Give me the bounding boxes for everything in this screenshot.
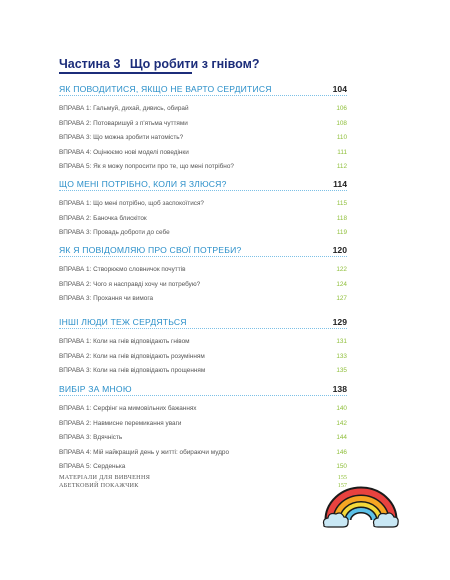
item-label: ВПРАВА 1: Гальмуй, дихай, дивись, обирай xyxy=(59,105,189,112)
item-label: ВПРАВА 3: Що можна зробити натомість? xyxy=(59,134,184,142)
toc-section xyxy=(59,317,347,380)
part-title: Що робити з гнівом? xyxy=(129,57,260,71)
item-label: ВПРАВА 3: Прохання чи вимога xyxy=(59,295,154,303)
item-page: 119 xyxy=(336,229,347,237)
section-page: 129 xyxy=(332,317,347,327)
item-label: ВПРАВА 3: Вдячність xyxy=(59,434,123,442)
section-title: ВИБІР ЗА МНОЮ xyxy=(59,384,132,394)
item-label: ВПРАВА 1: Коли на гнів відповідають гнівом xyxy=(59,338,190,345)
section-heading[interactable] xyxy=(59,245,347,261)
part-heading xyxy=(59,57,260,71)
item-page: 150 xyxy=(336,463,347,471)
toc-item[interactable] xyxy=(59,418,347,433)
item-label: ВПРАВА 4: Мій найкращий день у житті: обираючи мудро xyxy=(59,448,230,456)
item-label: ВПРАВА 1: Серфінг на мимовільних бажаннях xyxy=(59,405,197,412)
item-page: 157 xyxy=(337,482,347,489)
part-number: Частина 3 xyxy=(59,57,121,71)
item-label: МАТЕРІАЛИ ДЛЯ ВИВЧЕННЯ xyxy=(59,474,151,481)
item-label: ВПРАВА 3: Коли на гнів відповідають прощенням xyxy=(59,367,206,375)
section-divider xyxy=(59,395,347,396)
toc-item[interactable] xyxy=(59,279,347,294)
section-title: ЩО МЕНІ ПОТРІБНО, КОЛИ Я ЗЛЮСЯ? xyxy=(59,179,227,189)
item-page: 133 xyxy=(336,352,347,360)
toc-item[interactable] xyxy=(59,474,347,482)
section-divider xyxy=(59,95,347,96)
item-page: 155 xyxy=(337,474,347,481)
item-page: 142 xyxy=(336,419,347,427)
toc-section xyxy=(59,245,347,308)
item-page: 115 xyxy=(336,200,347,207)
rainbow-with-clouds-icon xyxy=(322,484,400,530)
toc-item[interactable] xyxy=(59,447,347,462)
toc-item[interactable] xyxy=(59,103,347,118)
toc-item[interactable] xyxy=(59,198,347,213)
section-heading[interactable] xyxy=(59,84,347,100)
back-matter xyxy=(59,474,347,490)
item-page: 140 xyxy=(336,405,347,412)
toc-item[interactable] xyxy=(59,147,347,162)
section-divider xyxy=(59,256,347,257)
toc-item[interactable] xyxy=(59,403,347,418)
section-heading[interactable] xyxy=(59,384,347,400)
item-label: ВПРАВА 4: Оцінюємо нові моделі поведінки xyxy=(59,148,189,156)
section-title: ЯК Я ПОВІДОМЛЯЮ ПРО СВОЇ ПОТРЕБИ? xyxy=(59,245,242,255)
item-page: 108 xyxy=(336,119,347,127)
toc-item[interactable] xyxy=(59,432,347,447)
item-label: ВПРАВА 3: Провадь доброти до себе xyxy=(59,229,170,237)
toc-item[interactable] xyxy=(59,482,347,490)
item-label: ВПРАВА 2: Потоваришуй з п'ятьма чуттями xyxy=(59,119,188,127)
item-label: ВПРАВА 2: Чого я насправді хочу чи потребую? xyxy=(59,280,201,288)
item-label: ВПРАВА 2: Баночка блискіток xyxy=(59,214,147,222)
section-title: ІНШІ ЛЮДИ ТЕЖ СЕРДЯТЬСЯ xyxy=(59,317,187,327)
item-page: 146 xyxy=(336,448,347,456)
item-page: 127 xyxy=(336,295,347,303)
item-page: 110 xyxy=(336,134,347,142)
item-page: 112 xyxy=(336,163,347,171)
item-page: 124 xyxy=(336,280,347,288)
item-page: 118 xyxy=(336,214,347,222)
item-page: 131 xyxy=(336,338,347,345)
item-label: ВПРАВА 2: Коли на гнів відповідають розумінням xyxy=(59,352,205,360)
item-label: ВПРАВА 1: Що мені потрібно, щоб заспокоїтися? xyxy=(59,200,204,207)
toc-item[interactable] xyxy=(59,132,347,147)
item-page: 144 xyxy=(336,434,347,442)
toc-item[interactable] xyxy=(59,213,347,228)
toc-section xyxy=(59,384,347,476)
part-underline xyxy=(59,72,192,74)
section-page: 114 xyxy=(333,179,347,189)
item-label: ВПРАВА 1: Створюємо словничок почуттів xyxy=(59,266,186,273)
toc-item[interactable] xyxy=(59,365,347,380)
item-page: 111 xyxy=(337,148,347,156)
item-label: АБЕТКОВИЙ ПОКАЖЧИК xyxy=(59,482,139,489)
toc-section xyxy=(59,84,347,176)
section-page: 120 xyxy=(332,245,347,255)
toc-section xyxy=(59,179,347,242)
section-divider xyxy=(59,328,347,329)
section-title: ЯК ПОВОДИТИСЯ, ЯКЩО НЕ ВАРТО СЕРДИТИСЯ xyxy=(59,84,272,94)
item-page: 106 xyxy=(336,105,347,112)
section-divider xyxy=(59,190,347,191)
section-heading[interactable] xyxy=(59,179,347,195)
item-page: 122 xyxy=(336,266,347,273)
toc-item[interactable] xyxy=(59,264,347,279)
toc-item[interactable] xyxy=(59,227,347,242)
section-page: 138 xyxy=(332,384,347,394)
section-page: 104 xyxy=(332,84,347,94)
toc-item[interactable] xyxy=(59,336,347,351)
toc-item[interactable] xyxy=(59,161,347,176)
toc-item[interactable] xyxy=(59,351,347,366)
item-label: ВПРАВА 2: Навмисне перемикання уваги xyxy=(59,419,182,427)
toc-item[interactable] xyxy=(59,293,347,308)
toc-item[interactable] xyxy=(59,118,347,133)
item-label: ВПРАВА 5: Серденька xyxy=(59,463,126,471)
item-page: 135 xyxy=(336,367,347,375)
section-heading[interactable] xyxy=(59,317,347,333)
item-label: ВПРАВА 5: Як я можу попросити про те, що мені потрібно? xyxy=(59,163,234,171)
